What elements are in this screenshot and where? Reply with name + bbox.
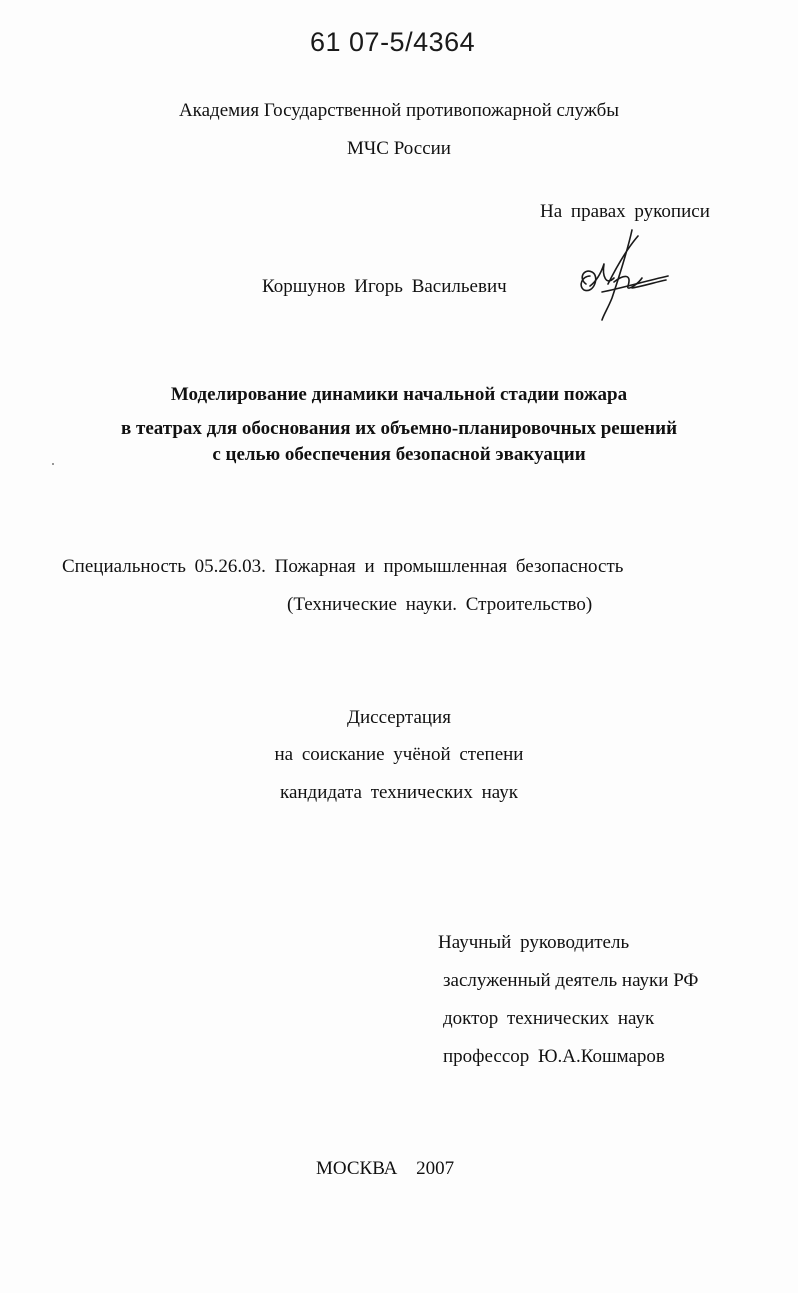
manuscript-rights-note: На правах рукописи [540,201,710,222]
document-type: Диссертация [347,707,451,728]
archive-stamp-number: 61 07-5/4364 [310,27,476,57]
author-signature [572,228,672,323]
supervisor-heading: Научный руководитель [438,932,630,953]
specialty-line: Специальность 05.26.03. Пожарная и промышленная безопасность [62,556,624,577]
degree-purpose: на соискание учёной степени [274,744,524,765]
specialty-field: (Технические науки. Строительство) [287,594,593,615]
author-name: Коршунов Игорь Васильевич [262,276,507,297]
place-and-year: МОСКВА 2007 [316,1158,455,1179]
organization-ministry: МЧС России [347,138,451,159]
supervisor-name: профессор Ю.А.Кошмаров [443,1046,665,1067]
scan-speck [52,463,54,465]
thesis-title-line-3: с целью обеспечения безопасной эвакуации [212,444,586,465]
supervisor-degree: доктор технических наук [443,1008,655,1029]
organization-name: Академия Государственной противопожарной службы [178,100,620,121]
thesis-title-line-2: в театрах для обоснования их объемно-планировочных решений [120,418,678,439]
supervisor-honorary-title: заслуженный деятель науки РФ [443,970,699,991]
thesis-title-line-1: Моделирование динамики начальной стадии пожара [170,384,628,405]
degree-name: кандидата технических наук [280,782,518,803]
